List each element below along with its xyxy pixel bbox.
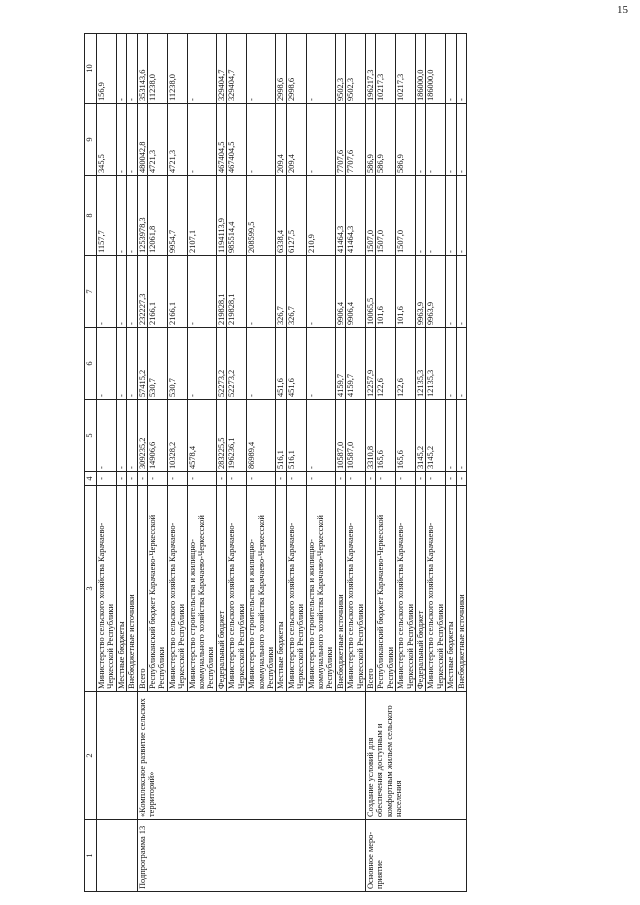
value-cell: 9502,3 bbox=[335, 34, 345, 104]
value-cell: - bbox=[247, 256, 276, 328]
value-cell: - bbox=[127, 34, 137, 104]
value-cell: - bbox=[116, 328, 126, 400]
funding-source: Министерство сельского хозяйства Карачаево-Черкесской Республики bbox=[227, 486, 247, 692]
col-header: 3 bbox=[85, 486, 97, 692]
funding-source: Министерство сельского хозяйства Карачаево-Черкесской Республики bbox=[97, 486, 117, 692]
col-header: 10 bbox=[85, 34, 97, 104]
value-cell: 4159,7 bbox=[346, 328, 366, 400]
col4-cell: - bbox=[446, 472, 456, 486]
value-cell: - bbox=[446, 328, 456, 400]
col4-cell: - bbox=[148, 472, 168, 486]
funding-source: Федеральный бюджет bbox=[416, 486, 426, 692]
value-cell: 329404,7 bbox=[227, 34, 247, 104]
value-cell: 10065,5 bbox=[365, 256, 375, 328]
budget-table bbox=[84, 33, 467, 892]
value-cell: 6127,5 bbox=[286, 176, 306, 256]
col4-cell: - bbox=[306, 472, 335, 486]
value-cell: 586,9 bbox=[365, 104, 375, 176]
value-cell: - bbox=[456, 104, 466, 176]
value-cell: 586,9 bbox=[376, 104, 396, 176]
value-cell: - bbox=[116, 400, 126, 472]
funding-source: Всего bbox=[137, 486, 147, 692]
col4-cell: - bbox=[187, 472, 216, 486]
value-cell: 165,6 bbox=[376, 400, 396, 472]
value-cell: 156,9 bbox=[97, 34, 117, 104]
value-cell: 1507,0 bbox=[376, 176, 396, 256]
value-cell: 210,9 bbox=[306, 176, 335, 256]
value-cell: 2998,6 bbox=[286, 34, 306, 104]
table-row bbox=[137, 34, 147, 892]
table-row bbox=[97, 34, 117, 892]
value-cell: - bbox=[306, 104, 335, 176]
value-cell: - bbox=[306, 34, 335, 104]
value-cell: 516,1 bbox=[276, 400, 286, 472]
value-cell: 41464,3 bbox=[346, 176, 366, 256]
value-cell: - bbox=[456, 256, 466, 328]
col4-cell: - bbox=[365, 472, 375, 486]
value-cell: - bbox=[446, 176, 456, 256]
value-cell: 530,7 bbox=[167, 328, 187, 400]
value-cell: - bbox=[446, 34, 456, 104]
value-cell: - bbox=[446, 104, 456, 176]
col-header: 4 bbox=[85, 472, 97, 486]
col-header: 8 bbox=[85, 176, 97, 256]
funding-source: Внебюджетные источники bbox=[127, 486, 137, 692]
value-cell: 451,6 bbox=[276, 328, 286, 400]
value-cell: - bbox=[247, 328, 276, 400]
value-cell: 1194113,9 bbox=[216, 176, 226, 256]
funding-source: Министерство сельского хозяйства Карачаево-Черкесской Республики bbox=[426, 486, 446, 692]
col4-cell: - bbox=[346, 472, 366, 486]
value-cell: - bbox=[456, 400, 466, 472]
value-cell: 101,6 bbox=[396, 256, 416, 328]
value-cell: - bbox=[306, 256, 335, 328]
value-cell: - bbox=[97, 256, 117, 328]
value-cell: 9502,3 bbox=[346, 34, 366, 104]
value-cell: - bbox=[426, 176, 446, 256]
value-cell: 101,6 bbox=[376, 256, 396, 328]
value-cell: 4721,3 bbox=[148, 104, 168, 176]
value-cell: 9906,4 bbox=[346, 256, 366, 328]
value-cell: 10587,0 bbox=[335, 400, 345, 472]
funding-source: Министерство сельского хозяйства Карачаево-Черкесской Республики bbox=[346, 486, 366, 692]
value-cell: - bbox=[456, 176, 466, 256]
funding-source: Министерство строительства и жилищно-коммунального хозяйства Карачаево-Черкесской Республики bbox=[306, 486, 335, 692]
col4-cell: - bbox=[97, 472, 117, 486]
value-cell: - bbox=[187, 328, 216, 400]
value-cell: 353143,6 bbox=[137, 34, 147, 104]
funding-source: Внебюджетные источники bbox=[335, 486, 345, 692]
col-header: 1 bbox=[85, 820, 97, 892]
col4-cell: - bbox=[227, 472, 247, 486]
value-cell: - bbox=[446, 256, 456, 328]
empty-cell bbox=[97, 692, 138, 820]
col4-cell: - bbox=[116, 472, 126, 486]
value-cell: 12135,3 bbox=[416, 328, 426, 400]
value-cell: - bbox=[127, 328, 137, 400]
table-row bbox=[365, 34, 375, 892]
value-cell: 209,4 bbox=[276, 104, 286, 176]
col-header: 7 bbox=[85, 256, 97, 328]
value-cell: 2166,1 bbox=[148, 256, 168, 328]
value-cell: 12135,3 bbox=[426, 328, 446, 400]
value-cell: 9963,9 bbox=[426, 256, 446, 328]
header-row bbox=[85, 34, 97, 892]
program-label: Подпрограмма 13 bbox=[137, 820, 365, 892]
value-cell: - bbox=[187, 34, 216, 104]
value-cell: - bbox=[127, 176, 137, 256]
value-cell: 1253978,3 bbox=[137, 176, 147, 256]
value-cell: - bbox=[416, 176, 426, 256]
value-cell: 7707,6 bbox=[335, 104, 345, 176]
col4-cell: - bbox=[167, 472, 187, 486]
funding-source: Внебюджетные источники bbox=[456, 486, 466, 692]
col4-cell: - bbox=[376, 472, 396, 486]
value-cell: 52273,2 bbox=[227, 328, 247, 400]
value-cell: 2166,1 bbox=[167, 256, 187, 328]
value-cell: - bbox=[127, 400, 137, 472]
empty-cell bbox=[97, 820, 138, 892]
value-cell: 467404,5 bbox=[227, 104, 247, 176]
value-cell: - bbox=[116, 176, 126, 256]
page-number: 15 bbox=[617, 4, 628, 16]
value-cell: - bbox=[426, 104, 446, 176]
value-cell: 186000,0 bbox=[426, 34, 446, 104]
col4-cell: - bbox=[276, 472, 286, 486]
value-cell: - bbox=[247, 104, 276, 176]
value-cell: 186000,0 bbox=[416, 34, 426, 104]
value-cell: - bbox=[456, 34, 466, 104]
value-cell: 9963,9 bbox=[416, 256, 426, 328]
value-cell: - bbox=[306, 328, 335, 400]
value-cell: 41464,3 bbox=[335, 176, 345, 256]
value-cell: - bbox=[116, 34, 126, 104]
value-cell: 122,6 bbox=[396, 328, 416, 400]
value-cell: 4721,3 bbox=[167, 104, 187, 176]
value-cell: 467404,5 bbox=[216, 104, 226, 176]
value-cell: - bbox=[116, 256, 126, 328]
value-cell: 6338,4 bbox=[276, 176, 286, 256]
col4-cell: - bbox=[456, 472, 466, 486]
col4-cell: - bbox=[396, 472, 416, 486]
col4-cell: - bbox=[137, 472, 147, 486]
rotated-page bbox=[84, 22, 624, 892]
value-cell: 208599,5 bbox=[247, 176, 276, 256]
funding-source: Всего bbox=[365, 486, 375, 692]
value-cell: 516,1 bbox=[286, 400, 306, 472]
value-cell: 480042,8 bbox=[137, 104, 147, 176]
col4-cell: - bbox=[247, 472, 276, 486]
value-cell: 4578,4 bbox=[187, 400, 216, 472]
value-cell: 309235,2 bbox=[137, 400, 147, 472]
funding-source: Министерство строительства и жилищно-коммунального хозяйства Карачаево-Черкесской Республики bbox=[187, 486, 216, 692]
col-header: 5 bbox=[85, 400, 97, 472]
value-cell: 345,5 bbox=[97, 104, 117, 176]
value-cell: 326,7 bbox=[276, 256, 286, 328]
value-cell: - bbox=[416, 104, 426, 176]
value-cell: 12257,9 bbox=[365, 328, 375, 400]
col4-cell: - bbox=[426, 472, 446, 486]
value-cell: 232227,3 bbox=[137, 256, 147, 328]
value-cell: 329404,7 bbox=[216, 34, 226, 104]
funding-source: Местные бюджеты bbox=[276, 486, 286, 692]
value-cell: 2998,6 bbox=[276, 34, 286, 104]
value-cell: - bbox=[97, 400, 117, 472]
value-cell: 219828,1 bbox=[227, 256, 247, 328]
value-cell: - bbox=[306, 400, 335, 472]
value-cell: 14906,6 bbox=[148, 400, 168, 472]
value-cell: 3310,8 bbox=[365, 400, 375, 472]
funding-source: Республиканский бюджет Карачаево-Черкесской Республики bbox=[148, 486, 168, 692]
value-cell: - bbox=[187, 256, 216, 328]
value-cell: 165,6 bbox=[396, 400, 416, 472]
value-cell: 1157,7 bbox=[97, 176, 117, 256]
col4-cell: - bbox=[416, 472, 426, 486]
value-cell: 1507,0 bbox=[365, 176, 375, 256]
funding-source: Федеральный бюджет bbox=[216, 486, 226, 692]
funding-source: Местные бюджеты bbox=[446, 486, 456, 692]
value-cell: 451,6 bbox=[286, 328, 306, 400]
program-title: «Комплексное развитие сельских территорий» bbox=[137, 692, 365, 820]
funding-source: Местные бюджеты bbox=[116, 486, 126, 692]
value-cell: 2107,1 bbox=[187, 176, 216, 256]
value-cell: 326,7 bbox=[286, 256, 306, 328]
value-cell: 530,7 bbox=[148, 328, 168, 400]
value-cell: - bbox=[127, 256, 137, 328]
value-cell: - bbox=[456, 328, 466, 400]
value-cell: 985514,4 bbox=[227, 176, 247, 256]
value-cell: 4159,7 bbox=[335, 328, 345, 400]
value-cell: 122,6 bbox=[376, 328, 396, 400]
funding-source: Министерство строительства и жилищно-коммунального хозяйства Карачаево-Черкесской Республики bbox=[247, 486, 276, 692]
col4-cell: - bbox=[335, 472, 345, 486]
col4-cell: - bbox=[286, 472, 306, 486]
value-cell: 7707,6 bbox=[346, 104, 366, 176]
value-cell: - bbox=[127, 104, 137, 176]
col-header: 6 bbox=[85, 328, 97, 400]
value-cell: - bbox=[187, 104, 216, 176]
program-label: Основное мероприятие bbox=[365, 820, 466, 892]
value-cell: 9906,4 bbox=[335, 256, 345, 328]
funding-source: Министерство сельского хозяйства Карачаево-Черкесской Республики bbox=[396, 486, 416, 692]
col-header: 9 bbox=[85, 104, 97, 176]
value-cell: 10217,3 bbox=[376, 34, 396, 104]
value-cell: - bbox=[97, 328, 117, 400]
value-cell: 57415,2 bbox=[137, 328, 147, 400]
value-cell: 10587,0 bbox=[346, 400, 366, 472]
col4-cell: - bbox=[216, 472, 226, 486]
value-cell: 196236,1 bbox=[227, 400, 247, 472]
funding-source: Министерство сельского хозяйства Карачаево-Черкесской Республики bbox=[286, 486, 306, 692]
value-cell: 9954,7 bbox=[167, 176, 187, 256]
funding-source: Министерство сельского хозяйства Карачаево-Черкесской Республики bbox=[167, 486, 187, 692]
value-cell: 52273,2 bbox=[216, 328, 226, 400]
value-cell: - bbox=[446, 400, 456, 472]
value-cell: 86989,4 bbox=[247, 400, 276, 472]
value-cell: 3145,2 bbox=[426, 400, 446, 472]
col-header: 2 bbox=[85, 692, 97, 820]
col4-cell: - bbox=[127, 472, 137, 486]
value-cell: 283225,5 bbox=[216, 400, 226, 472]
program-title: Создание условий для обеспечения доступным и комфортным жильем сельского населения bbox=[365, 692, 466, 820]
value-cell: 10217,3 bbox=[396, 34, 416, 104]
table-body bbox=[97, 34, 467, 892]
value-cell: - bbox=[116, 104, 126, 176]
value-cell: 12061,8 bbox=[148, 176, 168, 256]
value-cell: 3145,2 bbox=[416, 400, 426, 472]
funding-source: Республиканский бюджет Карачаево-Черкесской Республики bbox=[376, 486, 396, 692]
value-cell: 586,9 bbox=[396, 104, 416, 176]
value-cell: 11238,0 bbox=[148, 34, 168, 104]
value-cell: - bbox=[247, 34, 276, 104]
value-cell: 11238,0 bbox=[167, 34, 187, 104]
value-cell: 219828,1 bbox=[216, 256, 226, 328]
value-cell: 10328,2 bbox=[167, 400, 187, 472]
value-cell: 209,4 bbox=[286, 104, 306, 176]
value-cell: 196217,3 bbox=[365, 34, 375, 104]
value-cell: 1507,0 bbox=[396, 176, 416, 256]
